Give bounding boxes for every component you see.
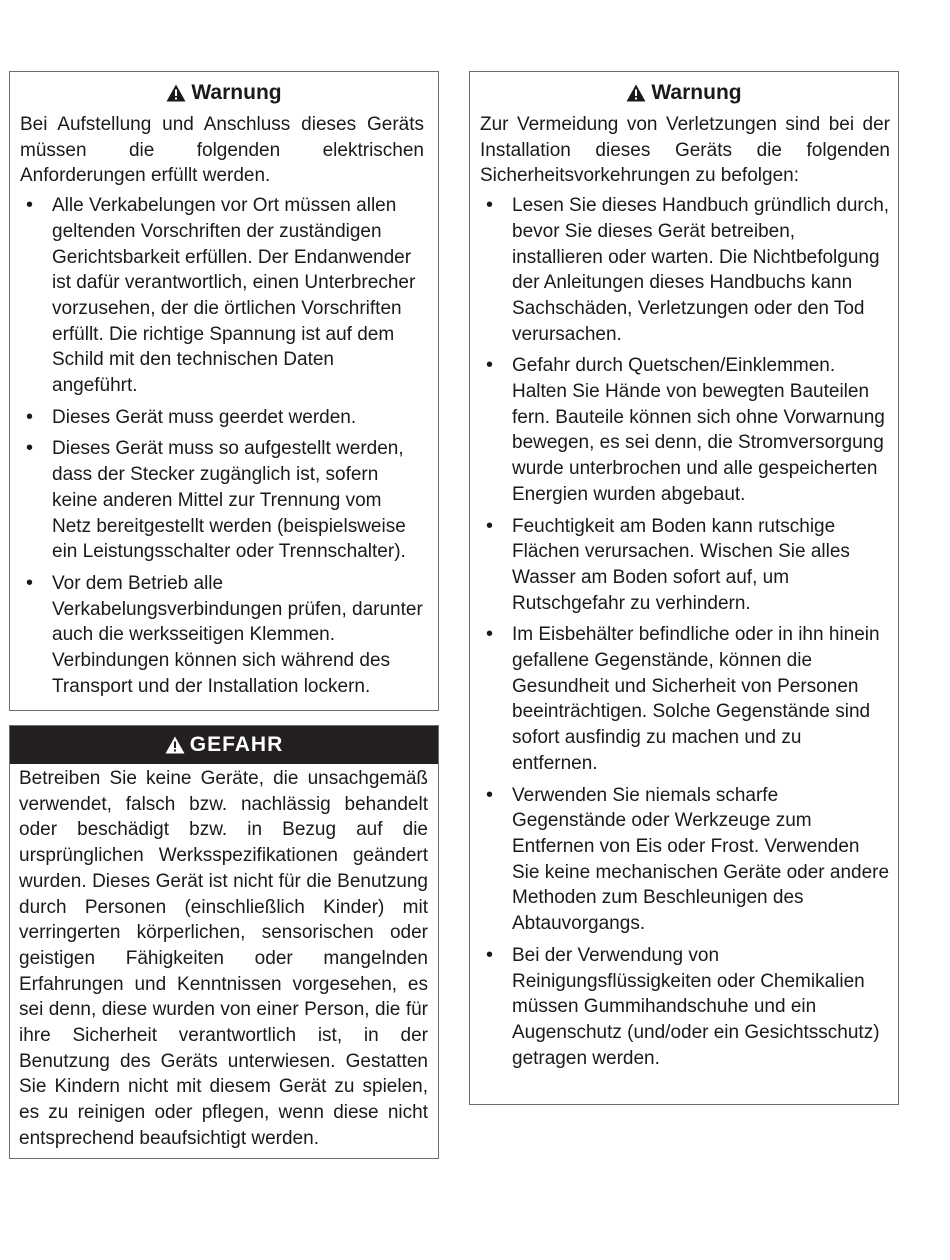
warning-intro: Zur Vermeidung von Verletzungen sind bei der Installation dieses Geräts die folgenden Sicherheitsvorkehrungen zu befolgen: <box>480 114 890 187</box>
list-item: • Im Eisbehälter befindliche oder in ihn hinein gefallene Gegenstände, können die Gesundheit und Sicherheit von Personen beeinträchtigen. Solche Gegenstände sind sofort ausfindig zu machen und zu entfernen. <box>480 622 890 776</box>
list-item: • Dieses Gerät muss so aufgestellt werden, dass der Stecker zugänglich ist, sofern keine anderen Mittel zur Trennung vom Netz bereitgestellt werden (beispielsweise ein Leistungsschalter oder Trennschalter). <box>20 436 424 565</box>
list-item: • Lesen Sie dieses Handbuch gründlich durch, bevor Sie dieses Gerät betreiben, installieren oder warten. Die Nichtbefolgung der Anleitungen dieses Handbuchs kann Sachschäden, Verletzungen oder den Tod verursachen. <box>480 193 890 347</box>
warning-header <box>470 72 898 112</box>
danger-title: GEFAHR <box>189 733 284 756</box>
danger-header <box>10 726 438 764</box>
warning-list <box>20 193 424 699</box>
list-item: • Bei der Verwendung von Reinigungsflüssigkeiten oder Chemikalien müssen Gummihandschuhe und ein Augenschutz (und/oder ein Gesichtsschutz) getragen werden. <box>480 943 890 1072</box>
warning-triangle-icon <box>166 84 186 102</box>
list-item: • Dieses Gerät muss geerdet werden. <box>20 405 424 431</box>
list-item: • Feuchtigkeit am Boden kann rutschige Flächen verursachen. Wischen Sie alles Wasser am Boden sofort auf, um Rutschgefahr zu verhindern. <box>480 514 890 617</box>
warning-triangle-icon <box>165 736 185 754</box>
list-item: • Alle Verkabelungen vor Ort müssen allen geltenden Vorschriften der zuständigen Gerichtsbarkeit erfüllen. Der Endanwender ist dafür verantwortlich, einen Unterbrecher vorzusehen, der die örtlichen Vorschriften erfüllt. Die richtige Spannung ist auf dem Schild mit den technischen Daten angeführt. <box>20 193 424 399</box>
warning-header <box>10 72 438 112</box>
warning-box-electrical <box>9 71 439 711</box>
danger-box <box>9 725 439 1159</box>
warning-title: Warnung <box>651 81 742 104</box>
warning-list <box>480 193 890 1071</box>
warning-triangle-icon <box>626 84 646 102</box>
warning-intro: Bei Aufstellung und Anschluss dieses Geräts müssen die folgenden elektrischen Anforderungen erfüllt werden. <box>20 114 424 187</box>
danger-text: Betreiben Sie keine Geräte, die unsachgemäß verwendet, falsch bzw. nachlässig behandelt oder beschädigt bzw. in Bezug auf die ursprünglichen Werksspezifikationen geändert wurden. Dieses Gerät ist nicht für die Benutzung durch Personen (einschließlich Kinder) mit verringerten körperlichen, sensorischen oder geistigen Fähigkeiten oder mangelnden Erfahrungen und Kenntnissen vorgesehen, es sei denn, diese wurden von einer Person, die für ihre Sicherheit verantwortlich ist, in der Benutzung des Geräts unterwiesen. Gestatten Sie Kindern nicht mit diesem Gerät zu spielen, es zu reinigen oder pflegen, wenn diese nicht entsprechend beaufsichtigt werden. <box>19 768 428 1149</box>
warning-title: Warnung <box>191 81 282 104</box>
list-item: • Gefahr durch Quetschen/Einklemmen. Halten Sie Hände von bewegten Bauteilen fern. Bauteile können sich ohne Vorwarnung bewegen, es sei denn, die Stromversorgung wurde unterbrochen und alle gespeicherten Energien wurden abgebaut. <box>480 353 890 507</box>
warning-box-safety <box>469 71 899 1105</box>
list-item: • Vor dem Betrieb alle Verkabelungsverbindungen prüfen, darunter auch die werksseitigen Klemmen. Verbindungen können sich während des Transport und der Installation lockern. <box>20 571 424 700</box>
list-item: • Verwenden Sie niemals scharfe Gegenstände oder Werkzeuge zum Entfernen von Eis oder Frost. Verwenden Sie keine mechanischen Geräte oder andere Methoden zum Beschleunigen des Abtauvorgangs. <box>480 783 890 937</box>
